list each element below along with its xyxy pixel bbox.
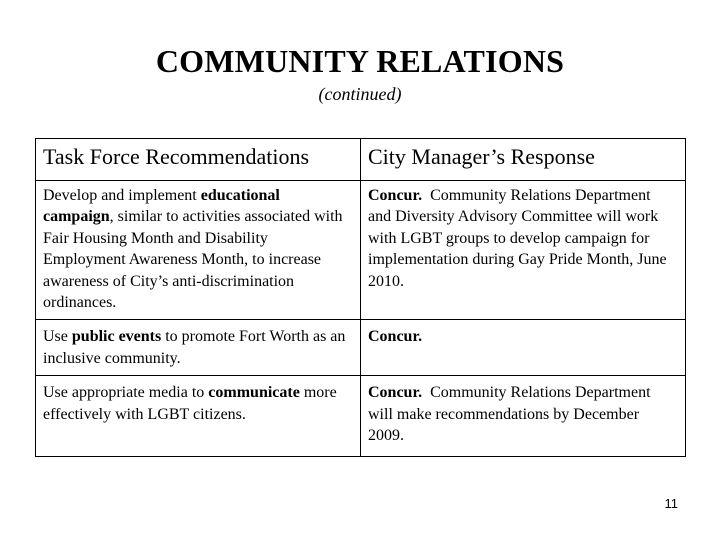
response-text: Community Relations Department and Diversity Advisory Committee will work with LGBT groups to develop campaign for implementation during Gay Pride Month, June 2010. — [368, 187, 671, 290]
recommendation-text: more effectively with LGBT citizens. — [43, 384, 337, 423]
table-row — [36, 320, 686, 376]
recommendation-text: Develop and implement — [43, 187, 201, 204]
recommendation-text: Use appropriate media to — [43, 384, 209, 402]
recommendation-text: , similar to activities associated with Fair Housing Month and Disability Employment Awareness Month, to increase awareness of City’s anti-discrimination ordinances. — [43, 208, 343, 312]
response-cell — [361, 320, 686, 376]
recommendation-keyword: educational campaign — [43, 187, 280, 226]
table-row — [36, 181, 686, 320]
response-verdict: Concur. — [368, 187, 423, 204]
response-verdict: Concur. — [368, 384, 423, 402]
recommendations-table — [35, 138, 686, 457]
recommendation-keyword: communicate — [208, 384, 300, 402]
header-city-manager-response: City Manager’s Response — [361, 139, 686, 181]
response-cell — [361, 181, 686, 320]
recommendation-cell — [36, 181, 361, 320]
recommendation-keyword: public events — [71, 328, 162, 346]
recommendation-cell — [36, 320, 361, 376]
response-verdict: Concur. — [368, 328, 423, 346]
recommendation-text: Use — [43, 328, 72, 346]
page-title: COMMUNITY RELATIONS — [155, 43, 565, 79]
page-subtitle: (continued) — [318, 84, 402, 104]
table-header-row — [36, 139, 686, 181]
recommendation-text: to promote Fort Worth as an inclusive community. — [43, 328, 346, 367]
table-row — [36, 376, 686, 457]
page-number: 11 — [664, 496, 678, 511]
recommendation-cell — [36, 376, 361, 457]
response-cell — [361, 376, 686, 457]
response-text: Community Relations Department will make recommendations by December 2009. — [368, 384, 655, 445]
header-task-force-recommendations: Task Force Recommendations — [36, 139, 361, 181]
